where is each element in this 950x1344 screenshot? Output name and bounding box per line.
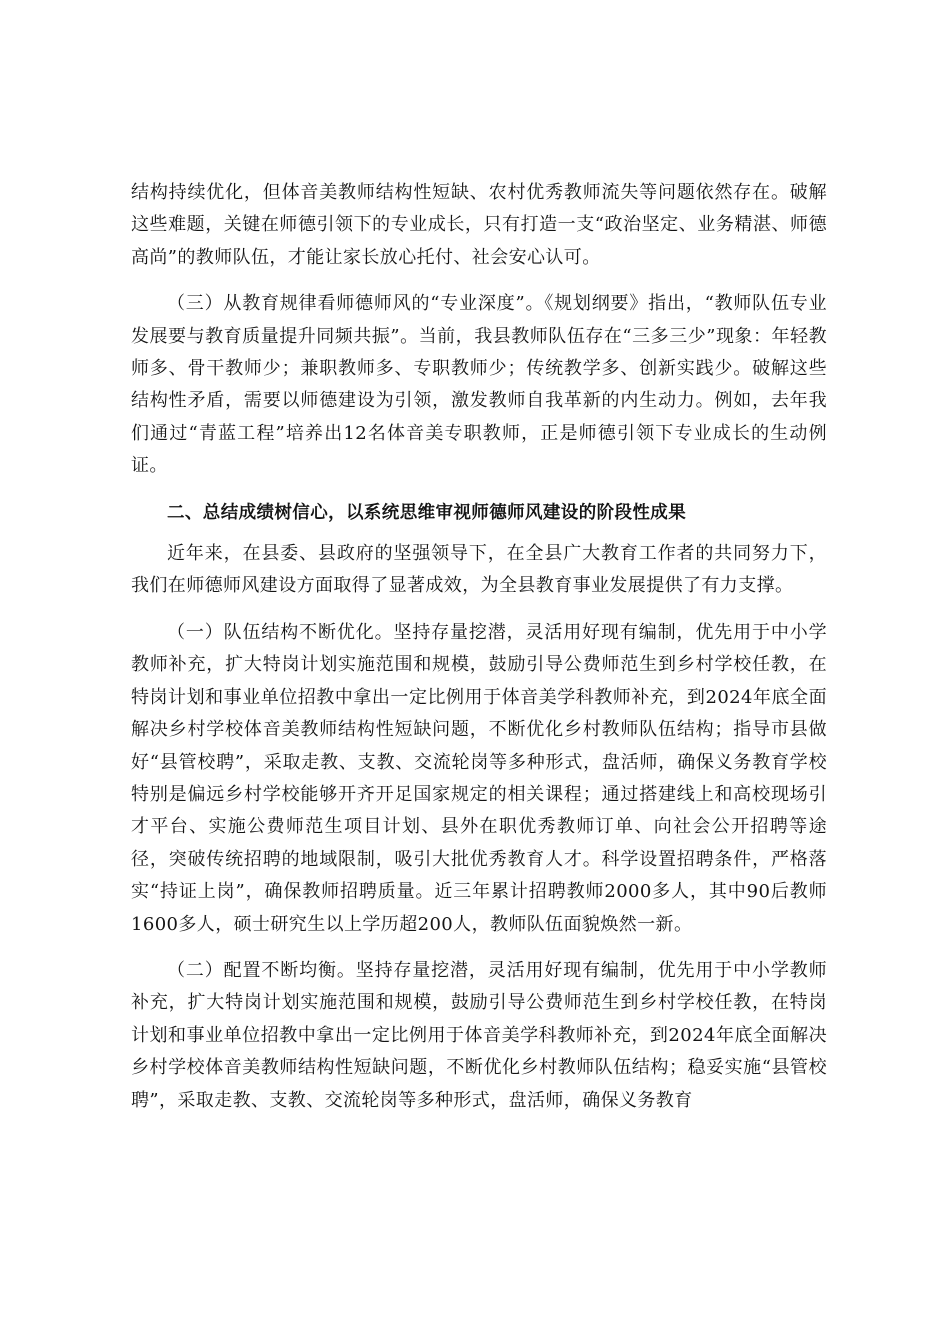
paragraph-intro-achievements: 近年来，在县委、县政府的坚强领导下，在全县广大教育工作者的共同努力下，我们在师德师风建设方面取得了显著成效，为全县教育事业发展提供了有力支撑。 [131, 543, 827, 597]
section-heading-achievements: 二、总结成绩树信心，以系统思维审视师德师风建设的阶段性成果 [167, 502, 687, 523]
paragraph-professional-depth: （三）从教育规律看师德师风的“专业深度”。《规划纲要》指出，“教师队伍专业发展要与教育质量提升同频共振”。当前，我县教师队伍存在“三多三少”现象：年轻教师多、骨干教师少；兼职教师多、专职教师少；传统教学多、创新实践少。破解这些结构性矛盾，需要以师德建设为引领，激发教师自我革新的内生动力。例如，去年我们通过“青蓝工程”培养出12名体音美专职教师，正是师德引领下专业成长的生动例证。 [131, 293, 827, 477]
paragraph-team-structure: （一）队伍结构不断优化。坚持存量挖潜，灵活用好现有编制，优先用于中小学教师补充，扩大特岗计划实施范围和规模，鼓励引导公费师范生到乡村学校任教，在特岗计划和事业单位招教中拿出一定比例用于体音美学科教师补充，到2024年底全面解决乡村学校体音美教师结构性短缺问题，不断优化乡村教师队伍结构；指导市县做好“县管校聘”，采取走教、支教、交流轮岗等多种形式，盘活师，确保义务教育学校特别是偏远乡村学校能够开齐开足国家规定的相关课程；通过搭建线上和高校现场引才平台、实施公费师范生项目计划、县外在职优秀教师订单、向社会公开招聘等途径，突破传统招聘的地域限制，吸引大批优秀教育人才。科学设置招聘条件，严格落实“持证上岗”，确保教师招聘质量。近三年累计招聘教师2000多人，其中90后教师1600多人，硕士研究生以上学历超200人，教师队伍面貌焕然一新。 [131, 621, 827, 935]
document-body [131, 177, 827, 1131]
paragraph-continued: 结构持续优化，但体音美教师结构性短缺、农村优秀教师流失等问题依然存在。破解这些难题，关键在师德引领下的专业成长，只有打造一支“政治坚定、业务精湛、师德高尚”的教师队伍，才能让家长放心托付、社会安心认可。 [131, 182, 827, 268]
paragraph-allocation-balance: （二）配置不断均衡。坚持存量挖潜，灵活用好现有编制，优先用于中小学教师补充，扩大特岗计划实施范围和规模，鼓励引导公费师范生到乡村学校任教，在特岗计划和事业单位招教中拿出一定比例用于体音美学科教师补充，到2024年底全面解决乡村学校体音美教师结构性短缺问题，不断优化乡村教师队伍结构；稳妥实施“县管校聘”，采取走教、支教、交流轮岗等多种形式，盘活师，确保义务教育 [131, 959, 827, 1111]
